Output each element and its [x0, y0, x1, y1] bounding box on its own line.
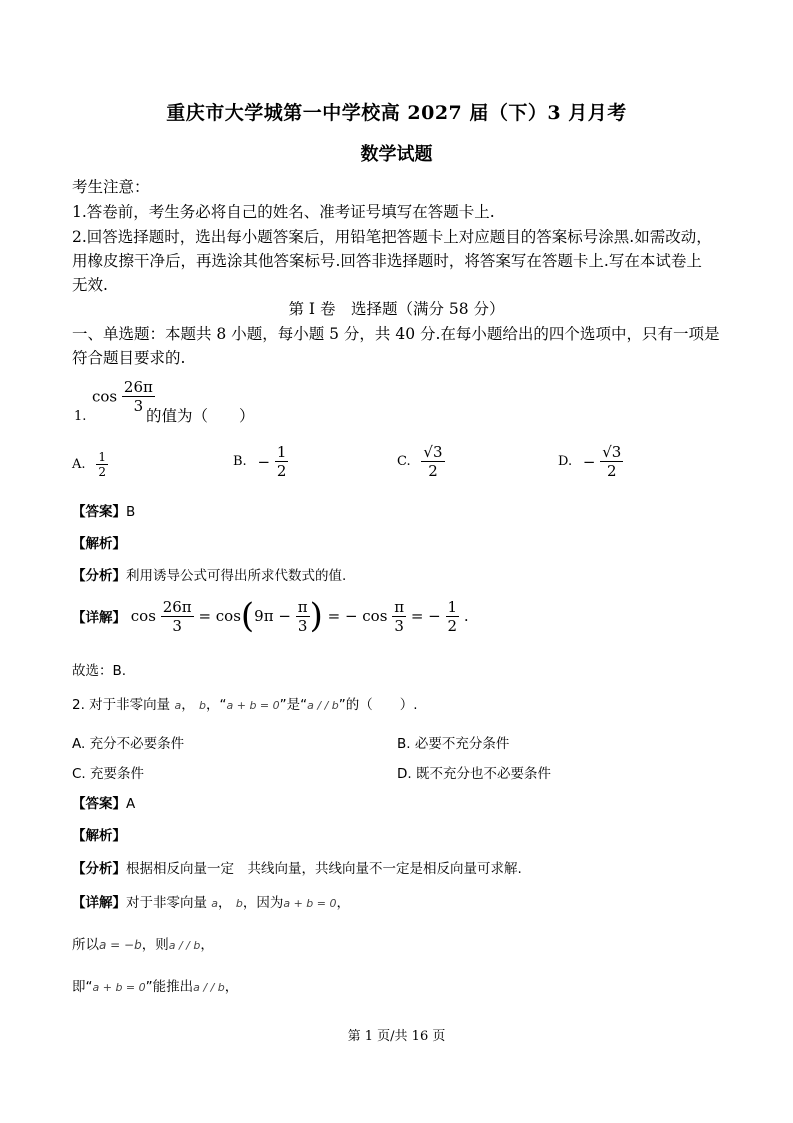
q2-option-b-text: 必要不充分条件: [414, 736, 510, 752]
q1-detail-num-4: 1: [447, 597, 458, 616]
q2-vector-b: b: [199, 699, 206, 712]
q1-detail-cos-1: cos: [130, 607, 156, 625]
q2-option-a-label: A.: [72, 736, 86, 752]
q1-detail-den-4: 2: [447, 616, 458, 635]
notice-item-2-line-2: 用橡皮擦干净后，再选涂其他答案标号.回答非选择题时，将答案写在答题卡上.写在本试卷上: [72, 252, 702, 270]
q2-fenxi-tag: 【分析】: [72, 861, 126, 877]
q2-detail-line-1: [72, 891, 350, 911]
exam-subtitle: 数学试题: [360, 144, 433, 165]
q2-analysis-tag: 【解析】: [72, 828, 126, 844]
q1-option-d-num: √3: [602, 443, 622, 461]
q2-answer: [72, 792, 135, 812]
q1-option-d-label: D.: [558, 454, 573, 469]
section-intro-line-1: 一、单选题：本题共 8 小题，每小题 5 分，共 40 分.在每小题给出的四个选项中，只有一项是: [72, 325, 720, 343]
q1-analysis-tag: 【解析】: [72, 536, 126, 552]
q1-option-c-den: 2: [428, 462, 438, 480]
notice-heading: 考生注意：: [72, 178, 150, 196]
q1-analysis: [72, 532, 126, 552]
q1-detail-num-2: π: [297, 597, 308, 616]
q2-answer-tag: 【答案】: [72, 796, 126, 812]
q1-detail-den-2: 3: [297, 616, 308, 635]
q2-fenxi: [72, 857, 522, 877]
q1-detail-eq-3: = −: [410, 607, 441, 625]
q1-fenxi-tag: 【分析】: [72, 568, 126, 584]
q2-detail-l2-c: ，: [200, 937, 214, 953]
q1-option-a-num: 1: [98, 450, 106, 464]
q1-option-d-den: 2: [607, 462, 617, 480]
q2-detail-comma: ，: [218, 895, 232, 911]
q2-detail-l1-a: 对于非零向量: [126, 895, 207, 911]
q2-vector-a: a: [174, 699, 182, 712]
q1-answer: [72, 500, 135, 520]
section-heading: 第 I 卷 选择题（满分 58 分）: [288, 300, 505, 318]
q1-detail: [72, 596, 469, 636]
q2-detail-tag: 【详解】: [72, 895, 126, 911]
q2-option-d-text: 既不充分也不必要条件: [415, 766, 551, 782]
q2-answer-value: A: [126, 796, 136, 812]
q2-option-a-text: 充分不必要条件: [89, 736, 185, 752]
q2-detail-l3-parallel: a / / b: [193, 981, 225, 994]
q1-detail-frac-3: [392, 598, 406, 635]
q1-detail-end: .: [463, 607, 469, 625]
notice-item-2-line-1: 2.回答选择题时，选出每小题答案后，用铅笔把答题卡上对应题目的答案标号涂黑.如需改动，: [72, 228, 712, 246]
q2-option-b[interactable]: [397, 732, 509, 752]
q2-analysis: [72, 824, 126, 844]
q2-option-c[interactable]: [72, 762, 144, 782]
q1-option-a-value: [96, 450, 108, 479]
q1-conclusion: 故选：B.: [72, 663, 127, 679]
q2-detail-vector-a: a: [211, 897, 219, 910]
q1-answer-value: B: [126, 504, 136, 520]
q2-quote-mid: ”是“: [279, 697, 308, 713]
q1-detail-tag: 【详解】: [72, 610, 126, 626]
q2-option-d-label: D.: [397, 766, 412, 782]
q2-detail-line-3: [72, 975, 238, 995]
q2-detail-parallel: a / / b: [168, 939, 201, 952]
q2-parallel: a / / b: [307, 699, 339, 712]
q2-option-a[interactable]: [72, 732, 184, 752]
q2-option-d[interactable]: [397, 762, 551, 782]
q1-detail-den-3: 3: [394, 616, 404, 635]
q1-fenxi-text: 利用诱导公式可得出所求代数式的值.: [126, 568, 347, 584]
q2-detail-condition: a + b = 0: [283, 897, 337, 910]
q1-option-d-sign: −: [582, 452, 596, 471]
q2-detail-eq-neg: a = −b: [99, 938, 142, 952]
exam-title: 重庆市大学城第一中学校高 2027 届（下）3 月月考: [166, 102, 627, 124]
notice-item-2-line-3: 无效.: [72, 276, 108, 294]
q1-detail-num-3: π: [394, 597, 405, 616]
q1-option-d-value: [600, 443, 623, 480]
q1-option-c[interactable]: [397, 443, 445, 480]
q2-detail-l2-b: ，则: [141, 937, 169, 953]
q1-option-d[interactable]: [558, 443, 623, 480]
notice-item-1: 1.答卷前，考生务必将自己的姓名、准考证号填写在答题卡上.: [72, 203, 495, 221]
q1-cos: cos: [92, 387, 118, 406]
q1-answer-tag: 【答案】: [72, 504, 126, 520]
q2-detail-l3-a: 即“: [72, 979, 93, 995]
q2-detail-l3-condition: a + b = 0: [92, 981, 146, 994]
q1-option-a[interactable]: [72, 450, 108, 479]
q1-option-b[interactable]: [233, 443, 288, 480]
q2-comma: ，: [181, 697, 195, 713]
q1-number: 1.: [74, 409, 87, 424]
q1-detail-lparen: (: [240, 596, 255, 636]
q1-denominator: 3: [133, 397, 144, 415]
q1-option-b-sign: −: [257, 452, 271, 471]
q2-detail-vector-b: b: [235, 897, 243, 910]
q2-quote-open: ，“: [206, 697, 227, 713]
q2-stem: [72, 693, 418, 713]
q2-fenxi-text: 根据相反向量一定 共线向量，共线向量不一定是相反向量可求解.: [126, 861, 522, 877]
q2-stem-lead: 2. 对于非零向量: [72, 697, 171, 713]
q1-detail-frac-4: [446, 598, 460, 635]
q2-detail-l1-c: ，: [336, 895, 350, 911]
q2-option-c-text: 充要条件: [90, 766, 145, 782]
q1-detail-num-1: 26π: [162, 597, 192, 616]
q1-option-a-label: A.: [72, 457, 86, 472]
q1-option-c-label: C.: [397, 454, 411, 469]
q2-condition: a + b = 0: [226, 699, 280, 712]
q1-numerator: 26π: [123, 378, 153, 396]
q1-option-c-num: √3: [423, 443, 443, 461]
q1-option-b-label: B.: [233, 454, 247, 469]
section-intro-line-2: 符合题目要求的.: [72, 349, 186, 367]
q2-detail-l3-b: ”能推出: [145, 979, 194, 995]
q1-option-b-value: [275, 443, 289, 480]
q1-detail-eq-1: = cos: [198, 607, 241, 625]
page-footer: 第 1 页/共 16 页: [347, 1029, 446, 1044]
q1-stem-tail: 的值为（ ）: [146, 407, 255, 425]
q1-fenxi: [72, 564, 346, 584]
q2-detail-l3-c: ，: [224, 979, 239, 995]
q1-detail-den-1: 3: [172, 616, 182, 635]
q1-detail-frac-1: [161, 598, 194, 635]
q2-quote-end: ”的（ ）.: [338, 697, 418, 713]
q2-detail-line-2: [72, 933, 214, 953]
q1-option-b-num: 1: [276, 443, 287, 461]
q2-option-c-label: C.: [72, 766, 86, 782]
q2-option-b-label: B.: [397, 736, 411, 752]
q2-detail-l2-a: 所以: [72, 937, 99, 953]
q2-detail-l1-b: ，因为: [242, 895, 284, 911]
q1-detail-inner: 9π −: [254, 607, 291, 625]
q1-option-a-den: 2: [98, 465, 106, 479]
q1-option-c-value: [421, 443, 444, 480]
q1-detail-eq-2: = − cos: [327, 607, 388, 625]
q1-detail-rparen: ): [309, 596, 323, 636]
q1-detail-frac-2: [296, 598, 310, 635]
q1-option-b-den: 2: [276, 462, 287, 480]
